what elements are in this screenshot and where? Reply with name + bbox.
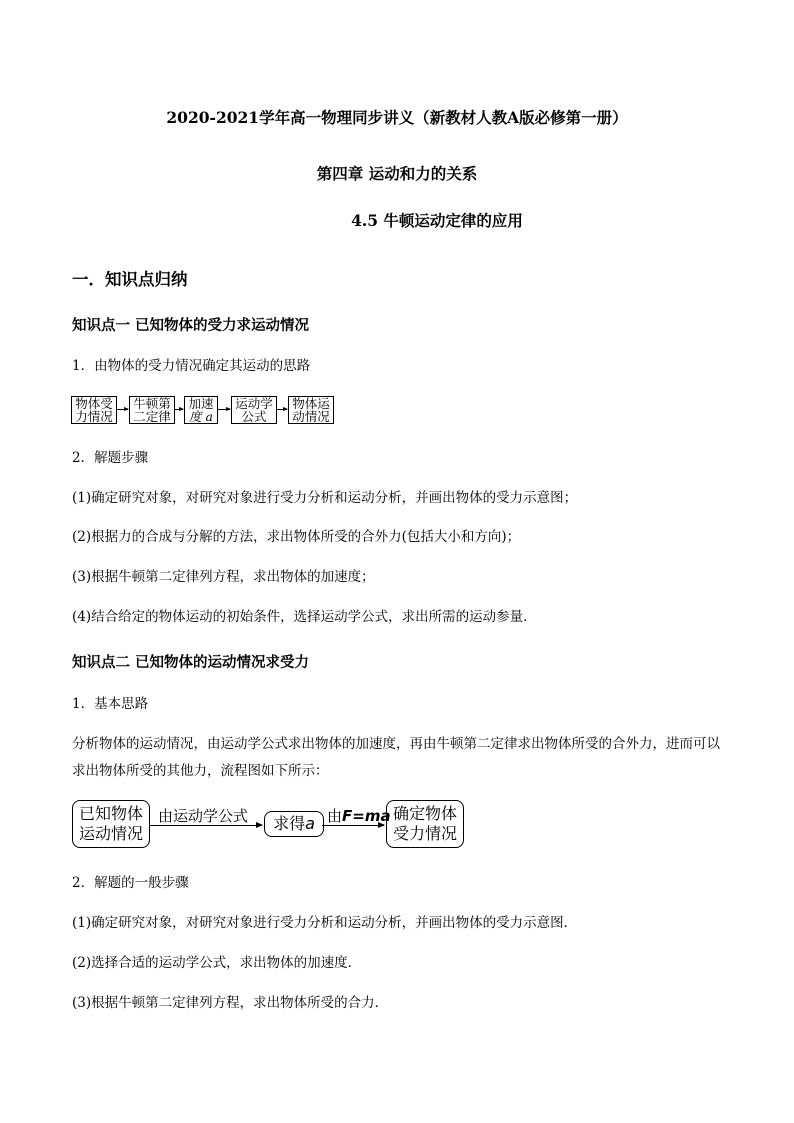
flow-box-acceleration — [264, 811, 324, 837]
kp1-heading: 知识点一 已知物体的受力求运动情况 — [72, 317, 310, 334]
flow-arrow — [322, 825, 384, 826]
kp1-subheading-thinking: 1．由物体的受力情况确定其运动的思路 — [72, 358, 311, 374]
flow-box-text: 求得 — [273, 814, 306, 833]
flow-box-determine-force — [386, 800, 464, 848]
flow-box-line: 度 a — [189, 409, 213, 424]
flow-box-line: 二定律 — [133, 409, 171, 424]
kp1-step: (4)结合给定的物体运动的初始条件，选择运动学公式，求出所需的运动参量． — [72, 609, 537, 625]
flow-box — [288, 396, 334, 424]
kp2-subheading-steps: 2．解题的一般步骤 — [72, 875, 189, 891]
flow-box-line: 物体运 — [292, 396, 330, 411]
kp1-step: (2)根据力的合成与分解的方法，求出物体所受的合外力(包括大小和方向)； — [72, 529, 521, 545]
flow-box-line: 力情况 — [75, 409, 113, 424]
kp1-step: (3)根据牛顿第二定律列方程，求出物体的加速度； — [72, 569, 375, 585]
kp2-step: (1)确定研究对象，对研究对象进行受力分析和运动分析，并画出物体的受力示意图． — [72, 915, 578, 931]
flow-box-line: 公式 — [241, 409, 267, 424]
kp1-subheading-steps: 2．解题步骤 — [72, 450, 149, 466]
flow-box — [71, 396, 117, 424]
flow-box-variable: a — [305, 814, 315, 833]
flow-box — [129, 396, 175, 424]
flow-box — [184, 396, 218, 424]
kp2-subheading-thinking: 1．基本思路 — [72, 696, 149, 712]
flow-box-line: 物体受 — [75, 396, 113, 411]
kp2-heading: 知识点二 已知物体的运动情况求受力 — [72, 654, 310, 671]
flow-arrow — [116, 409, 128, 410]
chapter-title: 第四章 运动和力的关系 — [316, 164, 478, 183]
flow-box-line: 加速 — [188, 396, 214, 411]
flow-box-line: 动情况 — [292, 409, 330, 424]
flow-arrow — [276, 409, 287, 410]
flow-arrow-label: 由运动学公式 — [158, 807, 249, 825]
flow-box-known-motion — [72, 800, 150, 848]
flow-box-line: 已知物体 — [78, 804, 143, 823]
kp2-step: (2)选择合适的运动学公式，求出物体的加速度． — [72, 955, 362, 971]
lesson-title: 4.5 牛顿运动定律的应用 — [351, 211, 523, 230]
flow-arrow-label-prefix: 由 — [327, 807, 343, 825]
flow-box-line: 牛顿第 — [133, 396, 171, 411]
flow-arrow — [150, 825, 262, 826]
flow-box — [231, 396, 277, 424]
flow-arrow — [217, 409, 230, 410]
flow-box-line: 运动学 — [235, 396, 273, 411]
flow-arrow — [174, 409, 183, 410]
kp1-step: (1)确定研究对象，对研究对象进行受力分析和运动分析，并画出物体的受力示意图； — [72, 490, 578, 506]
flow-box-line: 确定物体 — [392, 804, 457, 823]
flow-box-line: 运动情况 — [78, 824, 143, 843]
kp2-step: (3)根据牛顿第二定律列方程，求出物体所受的合力． — [72, 995, 389, 1011]
flow-box-line: 受力情况 — [392, 824, 457, 843]
section-heading: 一．知识点归纳 — [72, 270, 188, 289]
flow-formula: F=ma — [342, 807, 391, 825]
kp2-paragraph: 分析物体的运动情况，由运动学公式求出物体的加速度，再由牛顿第二定律求出物体所受的合外力，进而可以求出物体所受的其他力，流程图如下所示： — [72, 736, 720, 779]
document-title: 2020-2021学年高一物理同步讲义（新教材人教A版必修第一册） — [166, 108, 628, 127]
